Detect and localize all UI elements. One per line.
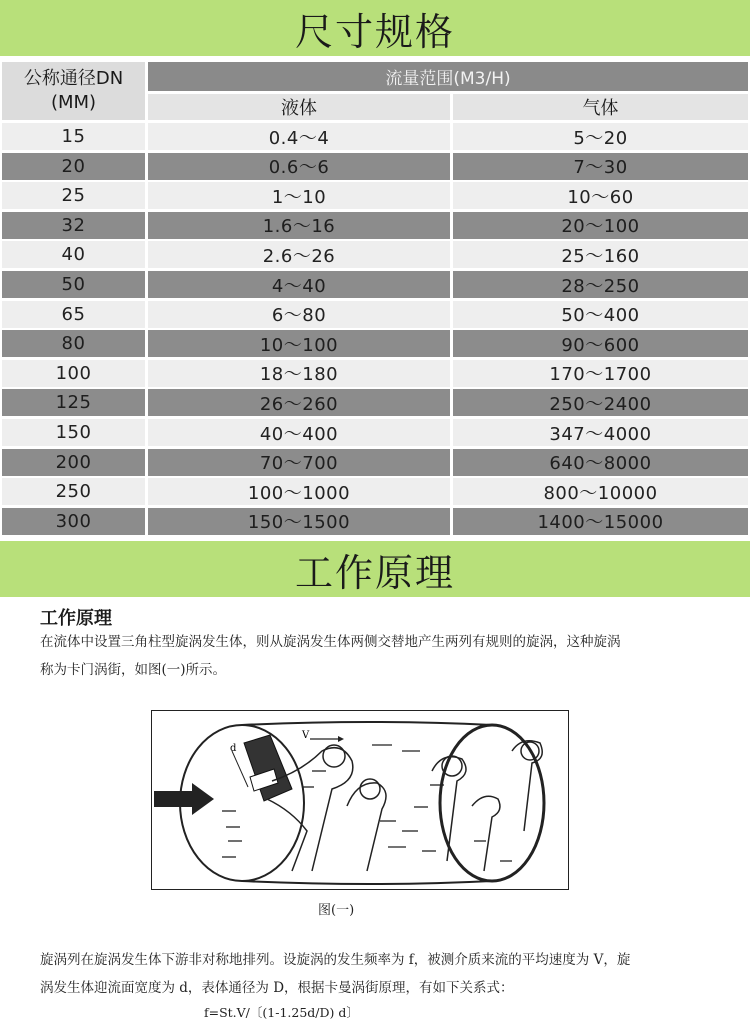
- gas-header: 气体: [453, 94, 748, 120]
- table-row: [2, 271, 748, 298]
- liquid-flow-cell: 18～180: [148, 360, 450, 387]
- dn-cell: 50: [2, 271, 145, 298]
- table-row: [2, 508, 748, 535]
- liquid-flow-cell: 10～100: [148, 330, 450, 357]
- dn-cell: 65: [2, 301, 145, 328]
- dn-header: [2, 62, 145, 120]
- vortex-core-2: [360, 779, 380, 799]
- principle-paragraph-2: [40, 946, 720, 1002]
- spec-banner-title: 尺寸规格: [294, 9, 455, 54]
- liquid-flow-cell: 100～1000: [148, 478, 450, 505]
- dn-cell: 100: [2, 360, 145, 387]
- gas-flow-cell: 170～1700: [453, 360, 748, 387]
- gas-flow-cell: 1400～15000: [453, 508, 748, 535]
- paragraph-line: 涡发生体迎流面宽度为 d，表体通径为 D，根据卡曼涡街原理，有如下关系式：: [40, 980, 514, 996]
- table-row: [2, 389, 748, 416]
- liquid-flow-cell: 2.6～26: [148, 241, 450, 268]
- flow-arrow-icon: [154, 783, 214, 815]
- dn-cell: 15: [2, 123, 145, 150]
- table-row: [2, 419, 748, 446]
- principle-banner: [0, 541, 750, 597]
- figure-caption: 图(一): [318, 903, 355, 918]
- liquid-flow-cell: 40～400: [148, 419, 450, 446]
- dn-cell: 125: [2, 389, 145, 416]
- gas-flow-cell: 250～2400: [453, 389, 748, 416]
- liquid-flow-cell: 1.6～16: [148, 212, 450, 239]
- diameter-label: d: [230, 743, 237, 754]
- liquid-flow-cell: 0.6～6: [148, 153, 450, 180]
- dn-header-line2: (MM): [50, 92, 97, 113]
- pipe-top-edge: [242, 722, 492, 725]
- vortex-lower-1: [267, 799, 307, 871]
- spec-banner: [0, 0, 750, 56]
- gas-flow-cell: 90～600: [453, 330, 748, 357]
- principle-paragraph-1: [40, 628, 720, 684]
- dn-cell: 250: [2, 478, 145, 505]
- dn-cell: 32: [2, 212, 145, 239]
- gas-flow-cell: 7～30: [453, 153, 748, 180]
- liquid-header: 液体: [148, 94, 450, 120]
- table-row: [2, 301, 748, 328]
- gas-flow-cell: 640～8000: [453, 449, 748, 476]
- liquid-flow-cell: 26～260: [148, 389, 450, 416]
- dn-header-line1: 公称通径DN: [23, 68, 124, 89]
- strouhal-formula: f=St.V/〔(1-1.25d/D) d〕: [204, 1005, 359, 1020]
- gas-flow-cell: 347～4000: [453, 419, 748, 446]
- dn-cell: 40: [2, 241, 145, 268]
- velocity-arrowhead-icon: [338, 736, 344, 742]
- liquid-flow-cell: 150～1500: [148, 508, 450, 535]
- principle-heading: 工作原理: [40, 608, 112, 629]
- gas-flow-cell: 28～250: [453, 271, 748, 298]
- dn-cell: 20: [2, 153, 145, 180]
- table-row: [2, 241, 748, 268]
- diameter-marker: [232, 751, 248, 787]
- velocity-label: V: [302, 730, 310, 741]
- gas-flow-cell: 10～60: [453, 182, 748, 209]
- dn-cell: 300: [2, 508, 145, 535]
- table-row: [2, 449, 748, 476]
- gas-flow-cell: 50～400: [453, 301, 748, 328]
- liquid-flow-cell: 6～80: [148, 301, 450, 328]
- principle-banner-title: 工作原理: [294, 550, 455, 595]
- dn-cell: 25: [2, 182, 145, 209]
- dn-cell: 80: [2, 330, 145, 357]
- vortex-lower-5: [472, 796, 500, 871]
- table-row: [2, 360, 748, 387]
- vortex-lower-2: [347, 783, 386, 871]
- gas-flow-cell: 20～100: [453, 212, 748, 239]
- table-row: [2, 330, 748, 357]
- gas-flow-cell: 800～10000: [453, 478, 748, 505]
- liquid-flow-cell: 0.4～4: [148, 123, 450, 150]
- pipe-bottom-edge: [242, 881, 492, 884]
- table-row: [2, 478, 748, 505]
- table-row: [2, 212, 748, 239]
- dn-cell: 150: [2, 419, 145, 446]
- table-row: [2, 182, 748, 209]
- gas-flow-cell: 5～20: [453, 123, 748, 150]
- liquid-flow-cell: 4～40: [148, 271, 450, 298]
- table-row: [2, 153, 748, 180]
- liquid-flow-cell: 70～700: [148, 449, 450, 476]
- bluff-body: [244, 735, 292, 801]
- karman-vortex-figure: [151, 710, 569, 890]
- pipe-outlet-ring: [440, 725, 544, 881]
- flow-header: 流量范围(M3/H): [148, 62, 748, 91]
- paragraph-line: 旋涡列在旋涡发生体下游非对称地排列。设旋涡的发生频率为 f，被测介质来流的平均速度为 V，旋: [40, 952, 631, 968]
- dn-cell: 200: [2, 449, 145, 476]
- paragraph-line: 在流体中设置三角柱型旋涡发生体，则从旋涡发生体两侧交替地产生两列有规则的旋涡，这种旋涡: [40, 634, 621, 650]
- paragraph-line: 称为卡门涡街，如图(一)所示。: [40, 662, 227, 678]
- liquid-flow-cell: 1～10: [148, 182, 450, 209]
- vortex-upper-3: [432, 757, 466, 861]
- gas-flow-cell: 25～160: [453, 241, 748, 268]
- table-row: [2, 123, 748, 150]
- karman-vortex-diagram: [152, 711, 568, 889]
